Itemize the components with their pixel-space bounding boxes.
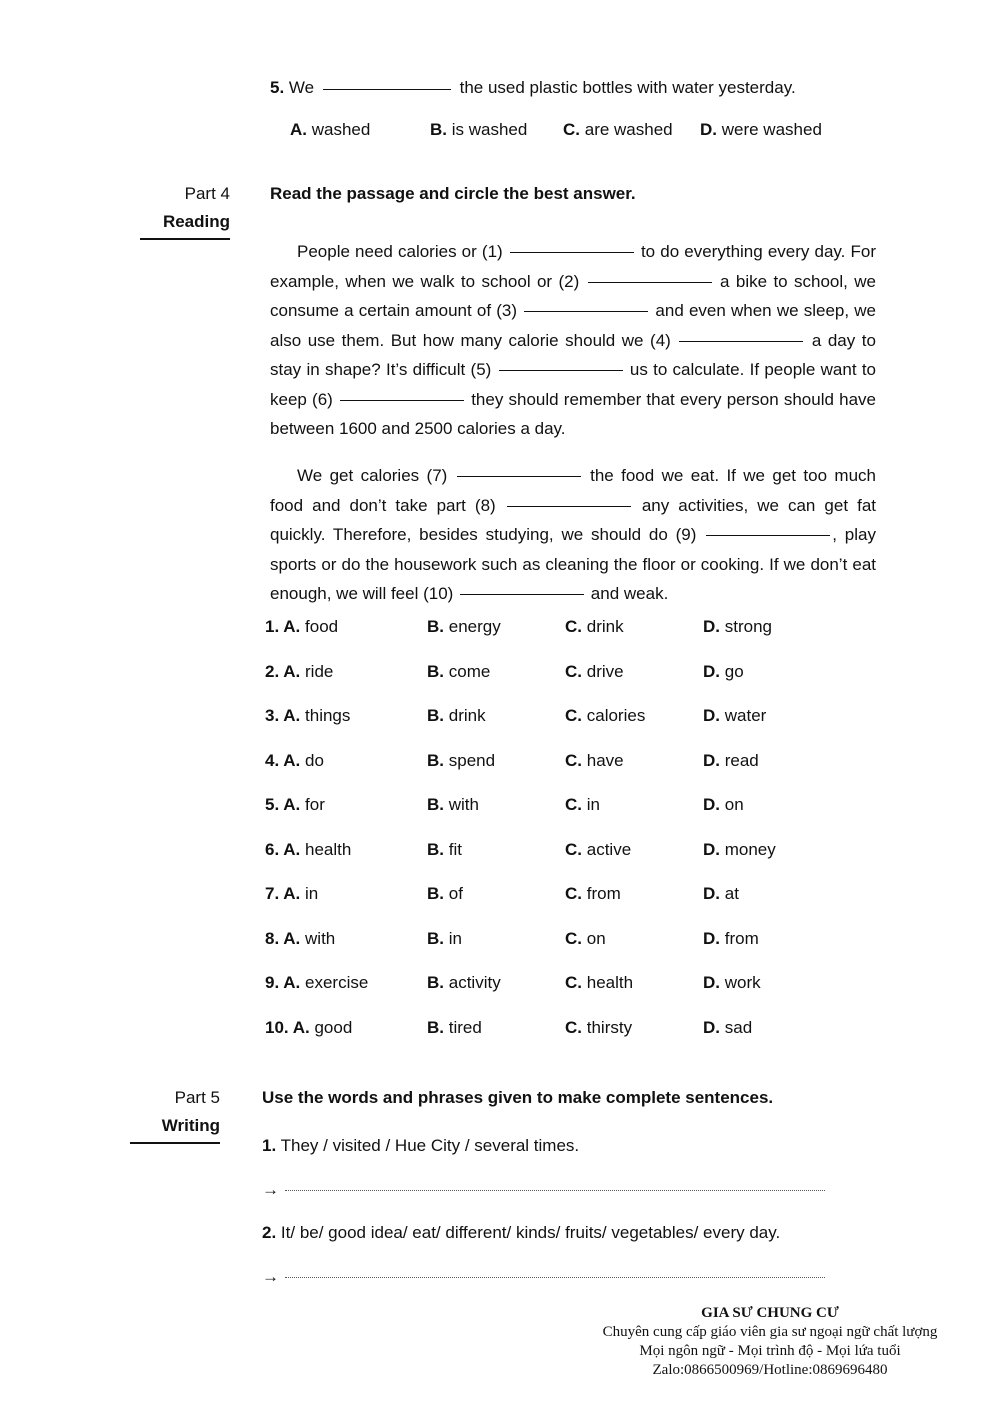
- reading-passage: [270, 237, 876, 444]
- part-name: Writing: [130, 1112, 220, 1144]
- option-d[interactable]: D. money: [703, 839, 776, 859]
- part-name: Reading: [140, 208, 230, 240]
- writing-question-1: [262, 1136, 579, 1156]
- dotted-line[interactable]: [285, 1277, 825, 1278]
- answer-row: [265, 662, 825, 707]
- answer-options-grid: [265, 617, 825, 1062]
- option-d[interactable]: D. read: [703, 750, 759, 770]
- part-4-instruction: Read the passage and circle the best answer.: [270, 184, 636, 203]
- option-b[interactable]: B. energy: [427, 617, 501, 636]
- blank-10[interactable]: [460, 594, 584, 595]
- option-c[interactable]: C. are washed: [563, 120, 673, 139]
- option-c[interactable]: C. from: [565, 884, 621, 903]
- answer-line-2[interactable]: [262, 1267, 832, 1287]
- option-c[interactable]: C. have: [565, 750, 624, 770]
- option-c[interactable]: C. calories: [565, 706, 646, 725]
- option-d[interactable]: D. on: [703, 795, 744, 814]
- option-b[interactable]: B. is washed: [430, 120, 528, 139]
- question-text-after: the used plastic bottles with water yesterday.: [459, 78, 796, 97]
- option-a[interactable]: 10. A. good: [265, 1017, 353, 1037]
- answer-row: [265, 840, 825, 885]
- answer-row: [265, 884, 825, 929]
- answer-row: [265, 1018, 825, 1063]
- passage-paragraph-2: We get calories (7) the food we eat. If we get too much food and don’t take part (8) any activities, we can get fat quickly. Therefore, besides studying, we should do (9) , play sports or do the housework such as cleaning the floor or cooking. If we don’t eat enough, we will feel (10) and weak.: [270, 466, 876, 603]
- option-d[interactable]: D. go: [703, 661, 744, 681]
- dotted-line[interactable]: [285, 1190, 825, 1191]
- blank-7[interactable]: [457, 476, 581, 477]
- option-a[interactable]: 1. A. food: [265, 617, 339, 636]
- option-b[interactable]: B. with: [427, 795, 479, 814]
- blank-8[interactable]: [507, 506, 631, 507]
- option-c[interactable]: C. drink: [565, 617, 624, 636]
- option-c[interactable]: C. active: [565, 839, 632, 859]
- footer-contact: Zalo:0866500969/Hotline:0869696480: [652, 1362, 888, 1378]
- footer-line: Mọi ngôn ngữ - Mọi trình độ - Mọi lứa tuổi: [639, 1343, 901, 1359]
- blank-1[interactable]: [510, 252, 634, 253]
- option-d[interactable]: D. water: [703, 706, 767, 725]
- question-number: 2.: [262, 1223, 277, 1242]
- answer-line-1[interactable]: [262, 1180, 832, 1200]
- option-b[interactable]: B. spend: [427, 750, 496, 770]
- blank-5[interactable]: [499, 370, 623, 371]
- answer-row: [265, 929, 825, 974]
- question-number: 5.: [270, 78, 285, 97]
- blank-9[interactable]: [706, 535, 830, 536]
- blank-2[interactable]: [588, 282, 712, 283]
- option-a[interactable]: 3. A. things: [265, 706, 351, 725]
- question-number: 1.: [262, 1136, 277, 1155]
- blank-4[interactable]: [679, 341, 803, 342]
- passage-paragraph-1: People need calories or (1) to do everything every day. For example, when we walk to school or (2) a bike to school, we consume a certain amount of (3) and even when we sleep, we also use them. But how many calorie should we (4) a day to stay in shape? It’s difficult (5) us to calculate. If people want to keep (6) they should remember that every person should have between 1600 and 2500 calories a day.: [270, 242, 877, 438]
- footer-watermark: [560, 1304, 980, 1380]
- option-d[interactable]: D. strong: [703, 617, 772, 636]
- option-a[interactable]: 6. A. health: [265, 839, 352, 859]
- question-5: [270, 78, 796, 98]
- option-b[interactable]: B. drink: [427, 706, 486, 725]
- reading-passage-2: [270, 461, 876, 609]
- option-b[interactable]: B. fit: [427, 839, 462, 859]
- question-prompt: They / visited / Hue City / several times.: [280, 1136, 580, 1155]
- option-b[interactable]: B. in: [427, 928, 462, 948]
- arrow-icon: →: [262, 1267, 279, 1286]
- blank-3[interactable]: [524, 311, 648, 312]
- answer-row: [265, 795, 825, 840]
- option-a[interactable]: 2. A. ride: [265, 661, 334, 681]
- option-a[interactable]: A. washed: [290, 120, 371, 139]
- option-c[interactable]: C. in: [565, 795, 600, 814]
- option-c[interactable]: C. health: [565, 973, 634, 992]
- question-text-before: We: [288, 78, 315, 97]
- option-c[interactable]: C. thirsty: [565, 1017, 633, 1037]
- option-a[interactable]: 7. A. in: [265, 884, 319, 903]
- part-4-label: [140, 180, 230, 240]
- option-a[interactable]: 8. A. with: [265, 928, 336, 948]
- part-5-label: [130, 1084, 220, 1144]
- part-5-instruction: Use the words and phrases given to make complete sentences.: [262, 1088, 774, 1107]
- option-c[interactable]: C. on: [565, 928, 606, 948]
- answer-row: [265, 706, 825, 751]
- option-d[interactable]: D. were washed: [700, 120, 822, 139]
- part-number: Part 5: [174, 1088, 220, 1107]
- option-d[interactable]: D. work: [703, 973, 761, 992]
- option-b[interactable]: B. come: [427, 661, 491, 681]
- question-prompt: It/ be/ good idea/ eat/ different/ kinds/ fruits/ vegetables/ every day.: [280, 1223, 781, 1242]
- arrow-icon: →: [262, 1180, 279, 1199]
- option-b[interactable]: B. activity: [427, 973, 501, 992]
- option-a[interactable]: 4. A. do: [265, 750, 324, 770]
- writing-question-2: [262, 1223, 780, 1243]
- option-a[interactable]: 5. A. for: [265, 795, 325, 814]
- footer-line: Chuyên cung cấp giáo viên gia sư ngoại ngữ chất lượng: [602, 1324, 938, 1340]
- option-b[interactable]: B. of: [427, 884, 463, 903]
- blank-6[interactable]: [340, 400, 464, 401]
- answer-row: [265, 751, 825, 796]
- option-d[interactable]: D. at: [703, 884, 739, 903]
- option-d[interactable]: D. sad: [703, 1017, 753, 1037]
- option-c[interactable]: C. drive: [565, 661, 624, 681]
- footer-title: GIA SƯ CHUNG CƯ: [701, 1305, 839, 1321]
- option-a[interactable]: 9. A. exercise: [265, 973, 369, 992]
- answer-row: [265, 617, 825, 662]
- option-d[interactable]: D. from: [703, 928, 759, 948]
- answer-row: [265, 973, 825, 1018]
- option-b[interactable]: B. tired: [427, 1017, 482, 1037]
- part-number: Part 4: [184, 184, 230, 203]
- answer-blank[interactable]: [323, 89, 451, 90]
